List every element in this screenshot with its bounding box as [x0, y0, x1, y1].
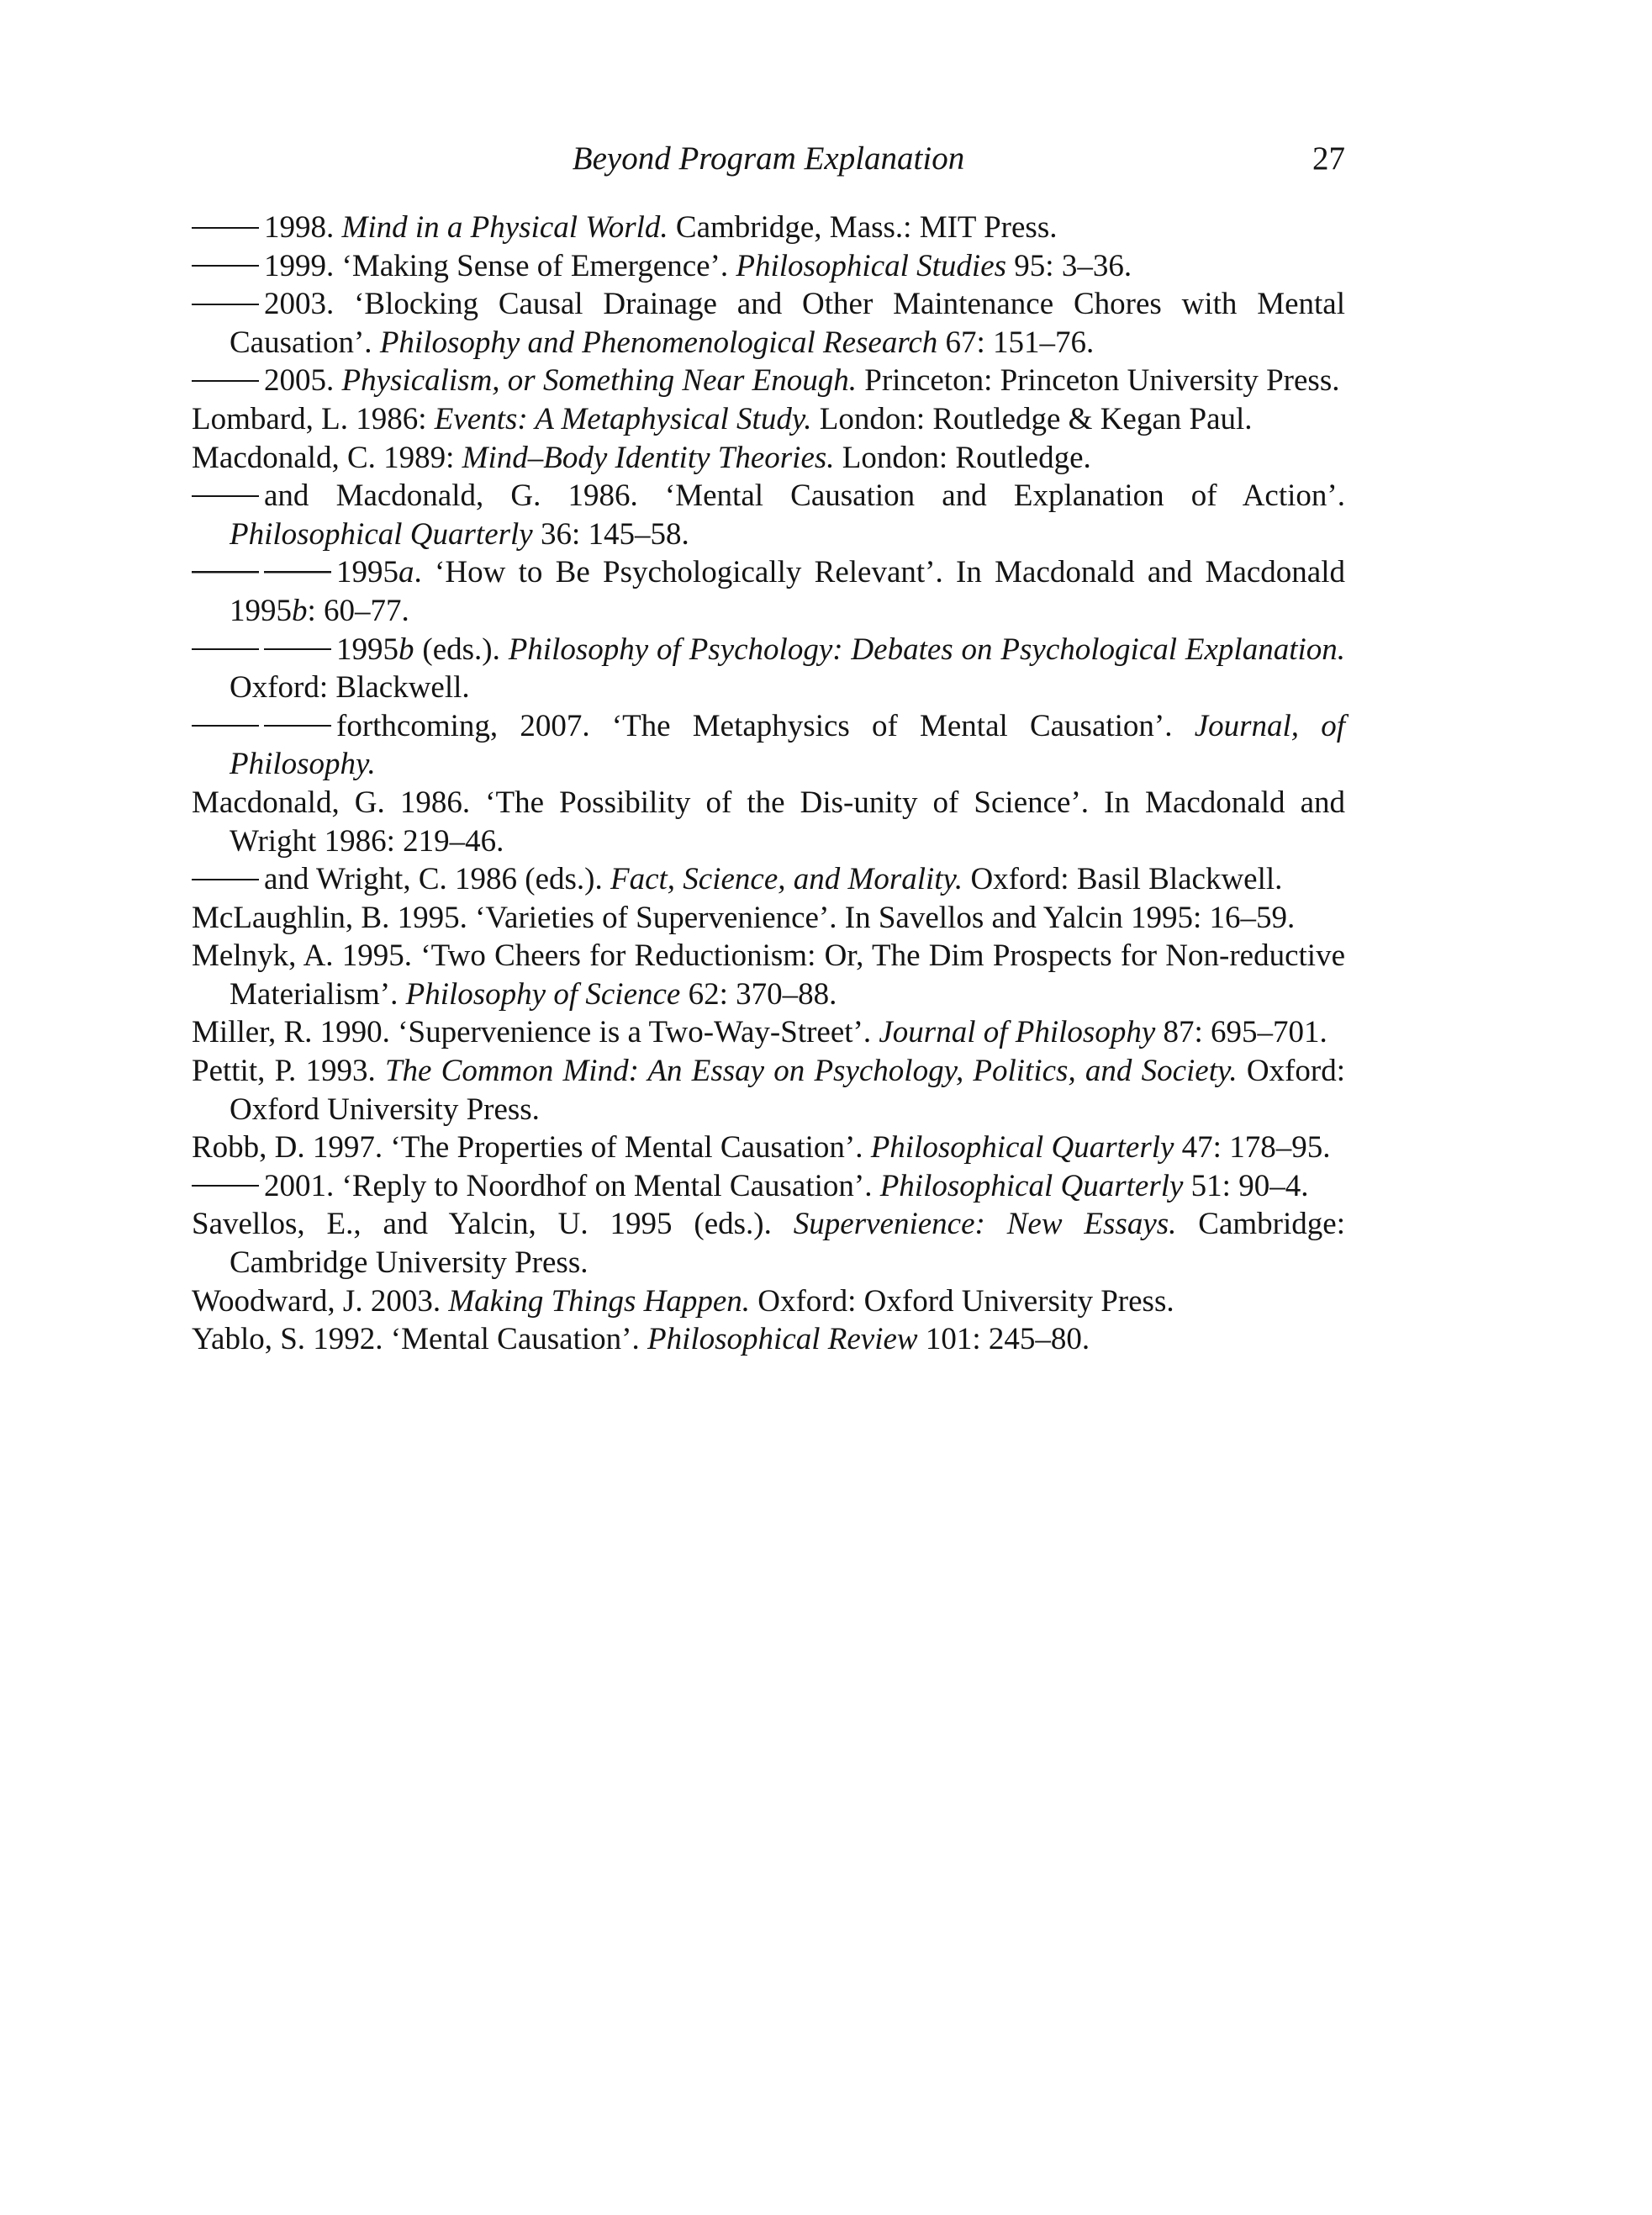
reference-text: Woodward, J. 2003. [192, 1283, 449, 1319]
reference-text: forthcoming, 2007. ‘The Metaphysics of Mental Causation’. [336, 708, 1195, 743]
reference-text: Cambridge, Mass.: MIT Press. [668, 210, 1058, 245]
repeated-authors-rule [192, 725, 331, 727]
reference-entry [192, 707, 1345, 784]
repeated-author-rule [192, 265, 259, 267]
reference-title-italic: Making Things Happen. [448, 1283, 751, 1319]
reference-title-italic: b [292, 593, 308, 628]
reference-title-italic: Philosophical Review [647, 1322, 918, 1357]
reference-title-italic: Supervenience: New Essays. [793, 1207, 1177, 1242]
reference-entry [192, 860, 1345, 899]
reference-entry [192, 1052, 1345, 1129]
repeated-author-rule [192, 380, 259, 382]
reference-entry [192, 477, 1345, 553]
reference-entry [192, 899, 1345, 938]
reference-text: Robb, D. 1997. ‘The Properties of Mental Causation’. [192, 1130, 871, 1166]
reference-text: . ‘How to Be Psychologically Relevant’. In Macdonald and Macdonald 1995 [230, 555, 1345, 628]
reference-text: 1998. [264, 210, 342, 245]
reference-text: and Macdonald, G. 1986. ‘Mental Causation and Explanation of Action’. [264, 478, 1345, 514]
reference-title-italic: b [398, 632, 414, 667]
repeated-author-rule [192, 879, 259, 880]
repeated-author-rule [192, 1185, 259, 1187]
reference-title-italic: Physicalism, or Something Near Enough. [341, 363, 858, 399]
reference-text: 2001. ‘Reply to Noordhof on Mental Causation’. [264, 1168, 880, 1203]
reference-text: 2005. [264, 363, 342, 399]
reference-title-italic: Mind in a Physical World. [341, 210, 668, 245]
reference-text: 95: 3–36. [1006, 248, 1132, 283]
reference-text: 51: 90–4. [1183, 1168, 1309, 1203]
reference-text: Oxford: Blackwell. [230, 670, 470, 706]
reference-title-italic: Philosophical Quarterly [879, 1168, 1184, 1203]
reference-title-italic: Mind–Body Identity Theories. [462, 440, 835, 475]
repeated-authors-rule [192, 571, 331, 574]
reference-text: Miller, R. 1990. ‘Supervenience is a Two-Way-Street’. [192, 1015, 879, 1050]
reference-text: 1999. ‘Making Sense of Emergence’. [264, 248, 736, 283]
reference-entry [192, 631, 1345, 707]
reference-entry [192, 209, 1345, 247]
reference-text: McLaughlin, B. 1995. ‘Varieties of Supervenience’. In Savellos and Yalcin 1995: 16–59. [192, 900, 1296, 935]
reference-title-italic: Fact, Science, and Morality. [610, 862, 963, 897]
repeated-author-rule [192, 227, 259, 229]
reference-text: 36: 145–58. [532, 516, 689, 552]
reference-title-italic: Journal of Philosophy [879, 1015, 1156, 1050]
reference-text: Lombard, L. 1986: [192, 401, 435, 436]
reference-entry [192, 1167, 1345, 1206]
reference-title-italic: Events: A Metaphysical Study. [434, 401, 812, 436]
reference-text: Macdonald, G. 1986. ‘The Possibility of the Dis-unity of Science’. In Macdonald and Wright 1986: 219–46. [192, 785, 1345, 859]
reference-text: 47: 178–95. [1174, 1130, 1331, 1166]
reference-title-italic: a [398, 555, 414, 590]
reference-text: Yablo, S. 1992. ‘Mental Causation’. [192, 1322, 647, 1357]
reference-text: London: Routledge & Kegan Paul. [811, 401, 1253, 436]
reference-text: 2003. ‘Blocking Causal Drainage and Other Maintenance Chores with Mental Causation’. [230, 287, 1345, 360]
reference-title-italic: Philosophy and Phenomenological Research [379, 325, 938, 360]
reference-title-italic: Philosophy of Science [405, 976, 681, 1012]
reference-entry [192, 1013, 1345, 1052]
reference-entry [192, 553, 1345, 630]
reference-text: Oxford: Oxford University Press. [230, 1054, 1345, 1127]
reference-text: Pettit, P. 1993. [192, 1054, 385, 1089]
reference-title-italic: Philosophy of Psychology: Debates on Psychological Explanation. [508, 632, 1345, 667]
reference-entry [192, 285, 1345, 362]
reference-entry [192, 439, 1345, 478]
reference-text: 101: 245–80. [917, 1322, 1090, 1357]
reference-text: Oxford: Oxford University Press. [750, 1283, 1174, 1319]
reference-entry [192, 247, 1345, 286]
reference-text: 67: 151–76. [937, 325, 1095, 360]
reference-text: 1995 [336, 632, 398, 667]
reference-text: : 60–77. [307, 593, 409, 628]
page-number: 27 [1312, 140, 1345, 177]
reference-entry [192, 1282, 1345, 1321]
running-header [192, 135, 1345, 193]
repeated-author-rule [192, 495, 259, 497]
reference-text: 62: 370–88. [680, 976, 837, 1012]
reference-title-italic: Philosophical Quarterly [870, 1130, 1174, 1166]
reference-text: Cambridge: Cambridge University Press. [230, 1207, 1345, 1281]
reference-entry [192, 1129, 1345, 1167]
reference-text: Princeton: Princeton University Press. [857, 363, 1340, 399]
reference-text: 1995 [336, 555, 398, 590]
reference-title-italic: Philosophical Studies [736, 248, 1007, 283]
reference-title-italic: Journal, of Philosophy. [230, 708, 1345, 782]
reference-entry [192, 400, 1345, 439]
reference-title-italic: The Common Mind: An Essay on Psychology, Politics, and Society. [384, 1054, 1238, 1089]
reference-text: Macdonald, C. 1989: [192, 440, 462, 475]
reference-title-italic: Philosophical Quarterly [230, 516, 533, 552]
reference-text: Melnyk, A. 1995. ‘Two Cheers for Reductionism: Or, The Dim Prospects for Non-reductive Materialism’. [192, 938, 1345, 1012]
reference-text: and Wright, C. 1986 (eds.). [264, 862, 610, 897]
reference-list [192, 209, 1345, 1359]
reference-text: Savellos, E., and Yalcin, U. 1995 (eds.). [192, 1207, 794, 1242]
repeated-author-rule [192, 304, 259, 305]
reference-entry [192, 784, 1345, 860]
reference-text: 87: 695–701. [1155, 1015, 1327, 1050]
reference-entry [192, 362, 1345, 400]
reference-text: Oxford: Basil Blackwell. [963, 862, 1283, 897]
reference-entry [192, 937, 1345, 1013]
reference-entry [192, 1205, 1345, 1282]
reference-entry [192, 1320, 1345, 1359]
running-title: Beyond Program Explanation [572, 140, 965, 177]
repeated-authors-rule [192, 648, 331, 651]
reference-text: London: Routledge. [834, 440, 1091, 475]
reference-text: (eds.). [414, 632, 509, 667]
